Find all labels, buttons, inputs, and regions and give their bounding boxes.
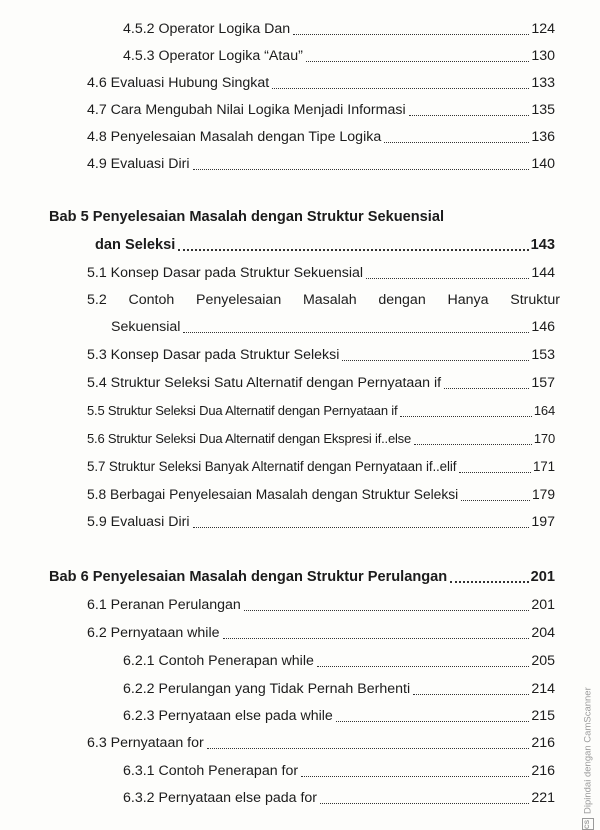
toc-entry-6-2-2 [123,680,555,698]
toc-entry-page: 143 [530,237,555,253]
camscanner-logo-icon: CS [582,818,594,830]
toc-entry-page: 164 [533,403,555,418]
chapter-6-heading [49,568,555,586]
toc-entry-page: 215 [531,708,555,724]
toc-entry-5-8 [87,486,555,504]
toc-entry-page: 124 [531,21,555,37]
word: Penyelesaian [196,292,282,308]
chapter-5-heading: Bab 5 Penyelesaian Masalah dengan Struktur Sekuensial [49,209,444,225]
toc-entry-6-2 [87,624,555,642]
toc-entry-page: 205 [531,653,555,669]
toc-entry-page: 201 [530,569,555,585]
chapter-5-heading-cont [95,236,555,254]
toc-entry-title: 6.3.1 Contoh Penerapan for [123,763,299,779]
toc-entry-page: 153 [531,347,555,363]
watermark-text: Dipindai dengan CamScanner [582,687,594,814]
toc-entry-5-3 [87,346,555,364]
dot-leader [461,496,530,501]
toc-entry-page: 170 [533,431,555,446]
dot-leader [317,662,529,667]
toc-entry-page: 135 [531,102,555,118]
toc-entry-4-6 [87,74,555,92]
toc-entry-page: 130 [531,48,555,64]
toc-entry-title: 4.8 Penyelesaian Masalah dengan Tipe Logika [87,129,382,145]
toc-entry-4-7 [87,101,555,119]
toc-entry-title: 4.5.3 Operator Logika “Atau” [123,48,303,64]
toc-entry-5-4 [87,374,555,392]
toc-entry-title: 4.7 Cara Mengubah Nilai Logika Menjadi Informasi [87,102,406,118]
toc-entry-title: 6.2.2 Perulangan yang Tidak Pernah Berhenti [123,681,411,697]
toc-entry-title: Bab 6 Penyelesaian Masalah dengan Struktur Perulangan [49,569,448,585]
toc-entry-title: 4.9 Evaluasi Diri [87,156,190,172]
scanner-watermark [580,680,596,830]
toc-entry-page: 197 [531,514,555,530]
toc-entry-title: 5.9 Evaluasi Diri [87,514,190,530]
toc-entry-page: 201 [531,597,555,613]
dot-leader [414,440,532,445]
toc-entry-title: 4.6 Evaluasi Hubung Singkat [87,75,270,91]
toc-entry-title: 6.1 Peranan Perulangan [87,597,241,613]
dot-leader [450,577,528,583]
toc-entry-page: 221 [531,790,555,806]
toc-entry-page: 216 [531,735,555,751]
dot-leader [444,384,529,389]
dot-leader [366,274,529,279]
dot-leader [244,606,530,611]
toc-entry-page: 144 [531,265,555,281]
toc-entry-page: 146 [531,319,555,335]
toc-entry-title: 5.7 Struktur Seleksi Banyak Alternatif dengan Pernyataan if..elif [87,459,457,474]
toc-entry-5-5 [87,402,555,420]
dot-leader [193,165,530,170]
toc-entry-6-3-2 [123,789,555,807]
toc-entry-page: 133 [531,75,555,91]
toc-entry-page: 214 [531,681,555,697]
toc-entry-page: 140 [531,156,555,172]
dot-leader [193,523,530,528]
toc-entry-title: 6.3.2 Pernyataan else pada for [123,790,318,806]
toc-entry-4-8 [87,128,555,146]
toc-entry-title: 6.2.1 Contoh Penerapan while [123,653,314,669]
toc-entry-6-1 [87,596,555,614]
dot-leader [272,84,529,89]
toc-entry-5-6 [87,430,555,448]
toc-entry-5-7 [87,458,555,476]
dot-leader [223,634,530,639]
toc-entry-6-3-1 [123,762,555,780]
dot-leader [384,138,529,143]
word: dengan [378,292,426,308]
toc-entry-5-9 [87,513,555,531]
toc-entry-4-9 [87,155,555,173]
dot-leader [400,412,532,417]
toc-entry-title: 5.5 Struktur Seleksi Dua Alternatif dengan Pernyataan if [87,403,398,418]
word: Masalah [302,292,357,308]
dot-leader [409,111,530,116]
toc-entry-6-3 [87,734,555,752]
toc-entry-title: 6.2.3 Pernyataan else pada while [123,708,333,724]
toc-entry-5-2-cont [111,318,555,336]
toc-entry-title: 6.3 Pernyataan for [87,735,204,751]
toc-entry-title: 5.1 Konsep Dasar pada Struktur Sekuensial [87,265,364,281]
toc-entry-5-1 [87,264,555,282]
toc-entry-6-2-1 [123,652,555,670]
toc-entry-title: 5.3 Konsep Dasar pada Struktur Seleksi [87,347,340,363]
dot-leader [413,690,529,695]
toc-entry-title: dan Seleksi [95,237,176,253]
toc-entry-title: 5.8 Berbagai Penyelesaian Masalah dengan Struktur Seleksi [87,487,459,502]
dot-leader [306,57,530,62]
dot-leader [320,799,529,804]
word: Contoh [128,292,175,308]
toc-entry-title: 4.5.2 Operator Logika Dan [123,21,291,37]
dot-leader [342,356,529,361]
dot-leader [459,468,531,473]
toc-entry-page: 171 [532,459,555,474]
toc-entry-title: Sekuensial [111,319,181,335]
dot-leader [178,245,528,251]
toc-entry-title: 5.6 Struktur Seleksi Dua Alternatif dengan Ekspresi if..else [87,431,412,446]
toc-entry-4-5-3 [123,47,555,65]
toc-entry-title: 5.4 Struktur Seleksi Satu Alternatif dengan Pernyataan if [87,375,442,391]
toc-entry-4-5-2 [123,20,555,38]
dot-leader [336,717,530,722]
toc-entry-page: 179 [531,487,555,502]
word: Struktur [510,292,560,308]
toc-entry-page: 157 [531,375,555,391]
toc-entry-title: 6.2 Pernyataan while [87,625,220,641]
toc-entry-6-2-3 [123,707,555,725]
toc-entry-page: 204 [531,625,555,641]
toc-entry-5-2 [87,291,560,309]
word: Hanya [447,292,489,308]
toc-entry-page: 136 [531,129,555,145]
word: 5.2 [87,292,107,308]
dot-leader [293,30,529,35]
toc-entry-page: 216 [531,763,555,779]
dot-leader [301,772,529,777]
dot-leader [207,744,530,749]
dot-leader [183,328,529,333]
